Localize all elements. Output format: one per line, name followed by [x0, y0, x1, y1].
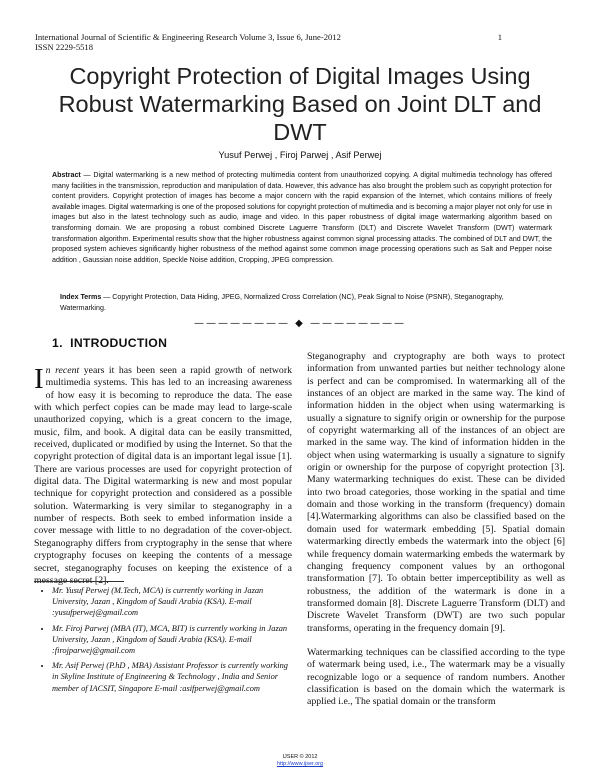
- footnote-item: • Mr. Asif Perwej (P.hD , MBA) Assistant Professor is currently working in Skyline Institute of Engineering & Technology , India and Senior member of IACSIT, Singapore E-mail :asifperwej@gmail.com: [52, 660, 294, 694]
- section-title: INTRODUCTION: [70, 336, 168, 350]
- drop-cap: I: [34, 363, 44, 395]
- footnote-item: • Mr. Yusuf Perwej (M.Tech, MCA) is currently working in Jazan University, Jazan , Kingdom of Saudi Arabia (KSA). E-mail :yusufperwej@gmail.com: [52, 585, 294, 619]
- index-terms: [60, 292, 550, 313]
- abstract-label: Abstract: [52, 171, 81, 179]
- right-paragraph-1: Steganography and cryptography are both ways to protect information from unwanted parties but neither technology alone is perfect and can be compromised. In watermarking all of the instances of an object are marked in the same way. The kind of information hidden in the object when using watermarking is usually a signature to signify origin or ownership for the purpose of copyright watermarking all of the instances of an object are marked in the same way. The kind of information hidden in the object when using watermarking is usually a signature to signify origin or ownership for the purpose of copyright protection [3]. Many watermarking techniques do exist. These can be divided into two broad categories, those working in the spatial and time domain and those working in the transform (frequency) domain [4].Watermarking algorithms can also be classified based on the domain used for watermark embedding [5]. Spatial domain watermarking directly embeds the watermark into the object [6] while frequency domain watermarking embeds the watermark by changing frequency component values by an orthogonal transformation [7]. To obtain better imperceptibility as well as robustness, the addition of the watermark is done in a transformed domain [8]. Discrete Laguerre Transform (DLT) and Discrete Wavelet Transform (DWT) are two such popular transforms, operating in the frequency domain [9].: [307, 351, 565, 634]
- index-terms-label: Index Terms: [60, 293, 102, 301]
- page-number: 1: [497, 32, 502, 42]
- right-column: [307, 351, 565, 721]
- section-heading: [52, 336, 167, 350]
- journal-name: International Journal of Scientific & Engineering Research Volume 3, Issue 6, June-2012: [35, 32, 341, 42]
- journal-header: [35, 32, 341, 52]
- intro-paragraph: years it has been seen a rapid growth of network multimedia systems. This has led to an increasing awareness of how easy it is becoming to reproduce the data. The ease with which perfect copies can be made may lead to large-scale unauthorized copying, which is a great concern to the image, music, film, and book. A digital data can be easily transmitted, received, duplicated or modified by using the Internet. So that the copyright protection of digital data is an important legal issue [1]. There are various processes are used for copyright protection of digital data. The Digital watermarking is new and most popular technique for copyright protection and considered as a possible solution. Watermarking is very similar to steganography in a number of respects. Both seek to embed information inside a cover message with little to no degradation of the cover-object. Steganography differs from cryptography in the sense that where cryptography focuses on keeping the contents of a message secret, steganography focuses on keeping the existence of a message secret [2].: [34, 365, 292, 586]
- abstract-text: — Digital watermarking is a new method of protecting multimedia content from unauthorized copying. A digital multimedia technology has offered many facilities in the transmission, reproduction and manipulation of data. However, this advance has also brought the problem such as copyright protection for content providers. Copyright protection of images has become a major concern with the rapid expansion of the Internet, which contains millions of freely available images. Digital watermarking is one of the proposed solutions for copyright protection of multimedia and is becoming a major player not only for use in images but also in the latest technology such as audio, image and video. In this paper robustness of digital image watermarking algorithm based on transforming domain. We are proposing a robust combined Discrete Laguerre Transform (DLT) and Discrete Wavelet Transform (DWT) watermark transformation algorithm. Experimental results show that the higher robustness against common signal processing attacks. The combined of DLT and DWT, the proposed system achieves significantly higher robustness of the method against some common image processing operations such as Salt and Pepper noise addition , Gaussian noise addition, Speckle Noise addition, Cropping, JPEG compression.: [52, 171, 552, 264]
- right-paragraph-2: Watermarking techniques can be classified according to the type of watermark being used, i.e., The watermark may be a visually recognizable logo or a sequence of random numbers. Another classification is based on the domain which the watermark is applied i.e., The spatial domain or the transform: [307, 646, 565, 708]
- footnote-item: • Mr. Firoj Parwej (MBA (IT), MCA, BIT) is currently working in Jazan University, Jazan , Kingdom of Saudi Arabia (KSA). E-mail :firojparwej@gmail.com: [52, 623, 294, 657]
- footer-copyright: IJSER © 2012: [282, 754, 318, 760]
- footnote-rule: [34, 581, 124, 582]
- footer-url-link[interactable]: http://www.ijser.org: [276, 761, 324, 767]
- abstract: [52, 170, 552, 265]
- page-footer: [0, 754, 600, 768]
- author-footnotes: [34, 585, 294, 698]
- intro-italic-start: n recent: [45, 365, 80, 376]
- section-divider: ———————— ◆ ————————: [193, 318, 407, 329]
- issn: ISSN 2229-5518: [35, 42, 94, 52]
- author-list: Yusuf Perwej , Firoj Parwej , Asif Perwej: [218, 150, 382, 160]
- paper-title: Copyright Protection of Digital Images Using Robust Watermarking Based on Joint DLT and DWT: [58, 63, 542, 145]
- left-column: [34, 365, 292, 587]
- section-number: 1.: [52, 336, 63, 350]
- index-terms-text: — Copyright Protection, Data Hiding, JPEG, Normalized Cross Correlation (NC), Peak Signal to Noise (PSNR), Steganography, Watermarking.: [60, 293, 504, 312]
